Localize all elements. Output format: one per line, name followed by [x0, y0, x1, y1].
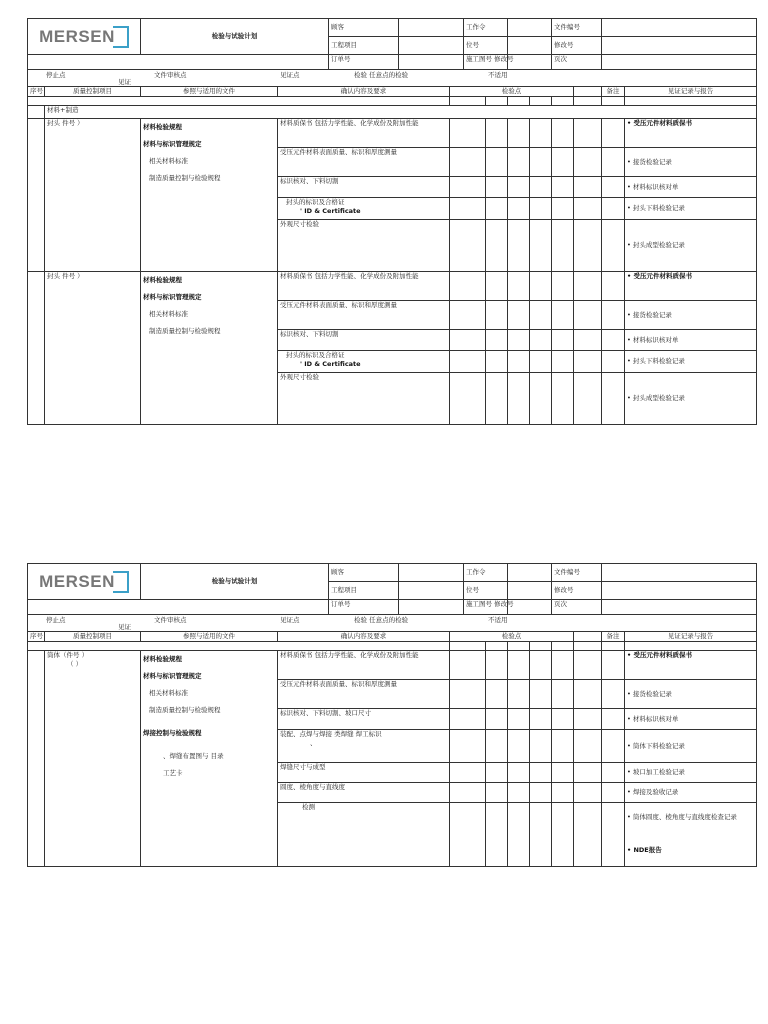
job-no-value[interactable] [508, 19, 552, 37]
mersen-logo: MERSEN [30, 19, 138, 54]
position-label: 位号 [464, 582, 508, 600]
record-row: • 材料标识核对单 [625, 177, 757, 198]
record-row: • 筒体下料检验记录 [625, 730, 757, 763]
content-row: 材料质保书 包括力学性能、化学成份及附加性能 [278, 119, 450, 148]
project-value[interactable] [399, 37, 464, 55]
record-row: • 封头下料检验记录 [625, 351, 757, 373]
revision-label: 修改号 [552, 582, 602, 600]
col-remark: 备注 [602, 87, 625, 97]
record-row: • 封头成型检验记录 [625, 220, 757, 272]
content-row: 标识核对、下料切割 [278, 330, 450, 351]
order-no-value[interactable] [399, 600, 464, 615]
col-points: 检验点 [450, 87, 574, 97]
page-value[interactable] [602, 600, 757, 615]
doc-no-label: 文件编号 [552, 564, 602, 582]
col-ref: 参照与适用的文件 [141, 632, 278, 642]
content-row: 标识核对、下料切割 [278, 177, 450, 198]
content-row: 封头的标识及合格证 ' ID & Certificate [278, 198, 450, 220]
record-row: • 坡口加工检验记录 [625, 763, 757, 783]
customer-label: 顾客 [329, 564, 399, 582]
legend: 停止点 见证 文件审核点 见证点 检验 任意点的检验 不适用 [28, 615, 757, 632]
order-no-value[interactable] [399, 55, 464, 70]
order-no-label: 订单号 [329, 55, 399, 70]
content-row: 材料质保书 包括力学性能、化学成份及附加性能 [278, 651, 450, 680]
inspection-sheet-1 [27, 18, 756, 425]
revision-label: 修改号 [552, 37, 602, 55]
col-records: 见证记录与报告 [625, 87, 757, 97]
doc-no-label: 文件编号 [552, 19, 602, 37]
content-row: 外观尺寸检验 [278, 373, 450, 425]
content-row: 受压元件材料表面质量、标识和厚度测量 [278, 148, 450, 177]
logo-cell [28, 19, 141, 55]
col-no: 序号 [28, 632, 45, 642]
content-row: 检测 [278, 803, 450, 867]
order-no-label: 订单号 [329, 600, 399, 615]
customer-label: 顾客 [329, 19, 399, 37]
content-row: 外观尺寸检验 [278, 220, 450, 272]
revision-value[interactable] [602, 37, 757, 55]
record-row: • 材料标识核对单 [625, 330, 757, 351]
doc-no-value[interactable] [602, 19, 757, 37]
project-value[interactable] [399, 582, 464, 600]
record-row: • 封头成型检验记录 [625, 373, 757, 425]
record-row: • 受压元件材料质保书 [625, 651, 757, 680]
block-refs: 材料检验规程 材料与标识管理规定 相关材料标准 制造质量控制与检验规程 焊接控制与检验规程 、焊缝布置图与 目录 工艺卡 [141, 651, 278, 867]
col-remark: 备注 [602, 632, 625, 642]
record-row: • 受压元件材料质保书 [625, 119, 757, 148]
content-row: 圆度、棱角度与直线度 [278, 783, 450, 803]
drawing-rev-label: 施工图号 修改号 [464, 55, 508, 70]
page-title: 检验与试验计划 [141, 19, 329, 55]
page-label: 页次 [552, 600, 602, 615]
position-value[interactable] [508, 37, 552, 55]
drawing-rev-label: 施工图号 修改号 [464, 600, 508, 615]
content-row: 装配、点焊与焊接 类焊缝 焊工标识 、 [278, 730, 450, 763]
revision-value[interactable] [602, 582, 757, 600]
page-value[interactable] [602, 55, 757, 70]
customer-value[interactable] [399, 19, 464, 37]
col-content: 确认内容及要求 [278, 632, 450, 642]
record-row: • 接货检验记录 [625, 301, 757, 330]
record-row: • 封头下料检验记录 [625, 198, 757, 220]
doc-no-value[interactable] [602, 564, 757, 582]
page-title: 检验与试验计划 [141, 564, 329, 600]
logo-cell [28, 564, 141, 600]
content-row: 封头的标识及合格证 ' ID & Certificate [278, 351, 450, 373]
col-item: 质量控制项目 [45, 87, 141, 97]
page-label: 页次 [552, 55, 602, 70]
mersen-logo: MERSEN [30, 564, 138, 599]
position-value[interactable] [508, 582, 552, 600]
block-item: 筒体（件号 ） （ ） [45, 651, 141, 867]
customer-value[interactable] [399, 564, 464, 582]
project-label: 工程项目 [329, 582, 399, 600]
content-row: 受压元件材料表面质量、标识和厚度测量 [278, 301, 450, 330]
content-row: 材料质保书 包括力学性能、化学成份及附加性能 [278, 272, 450, 301]
col-no: 序号 [28, 87, 45, 97]
position-label: 位号 [464, 37, 508, 55]
block-refs: 材料检验规程 材料与标识管理规定 相关材料标准 制造质量控制与检验规程 [141, 119, 278, 272]
inspection-sheet-2 [27, 563, 756, 867]
drawing-rev-value[interactable] [508, 55, 552, 70]
content-row: 焊缝尺寸与成型 [278, 763, 450, 783]
record-row: • 接货检验记录 [625, 680, 757, 709]
job-no-value[interactable] [508, 564, 552, 582]
col-ref: 参照与适用的文件 [141, 87, 278, 97]
col-points: 检验点 [450, 632, 574, 642]
col-item: 质量控制项目 [45, 632, 141, 642]
col-records: 见证记录与报告 [625, 632, 757, 642]
project-label: 工程项目 [329, 37, 399, 55]
record-row: • 接货检验记录 [625, 148, 757, 177]
job-no-label: 工作令 [464, 19, 508, 37]
record-row: • 筒体圆度、棱角度与直线度检查记录 • NDE报告 [625, 803, 757, 867]
legend: 停止点 见证 文件审核点 见证点 检验 任意点的检验 不适用 [28, 70, 757, 87]
record-row: • 焊接及验收记录 [625, 783, 757, 803]
block-refs: 材料检验规程 材料与标识管理规定 相关材料标准 制造质量控制与检验规程 [141, 272, 278, 425]
record-row: • 受压元件材料质保书 [625, 272, 757, 301]
record-row: • 材料标识核对单 [625, 709, 757, 730]
content-row: 受压元件材料表面质量、标识和厚度测量 [278, 680, 450, 709]
block-item: 封头 件号 ） [45, 272, 141, 425]
block-item: 封头 件号 ） [45, 119, 141, 272]
col-content: 确认内容及要求 [278, 87, 450, 97]
content-row: 标识核对、下料切割、坡口尺寸 [278, 709, 450, 730]
job-no-label: 工作令 [464, 564, 508, 582]
drawing-rev-value[interactable] [508, 600, 552, 615]
section-label: 材料+制造 [45, 106, 757, 119]
